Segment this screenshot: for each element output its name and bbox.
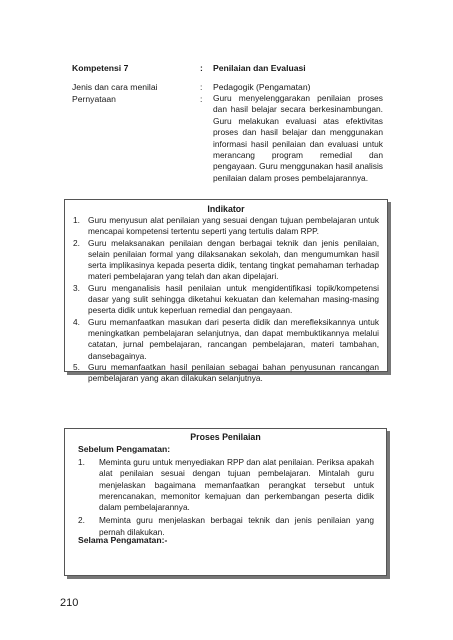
indicator-item-text: Guru melaksanakan penilaian dengan berbagai teknik dan jenis penilaian, selain penilaian formal yang dilaksanakan sekolah, dan mengumumkan hasil serta implikasinya kepada peserta didik, tentang tingkat pemahaman terhadap materi pembelajaran yang telah dan akan dipelajari.: [88, 237, 379, 282]
indicator-item-number: 4.: [73, 316, 80, 327]
indicator-item-text: Guru memanfaatkan masukan dari peserta didik dan merefleksikannya untuk meningkatkan pembelajaran selanjutnya, dan dapat membuktikannya melalui catatan, jurnal pembelajaran, rancangan pembelajaran, materi tambahan, dansebagainya.: [88, 316, 379, 361]
indicator-item-text: Guru menyusun alat penilaian yang sesuai dengan tujuan pembelajaran untuk mencapai kompetensi tertentu seperti yang tertulis dalam RPP.: [88, 215, 379, 237]
process-item-text: Meminta guru menjelaskan berbagai teknik dan jenis penilaian yang pernah dilakukan.: [99, 515, 374, 537]
indicator-item-number: 2.: [73, 237, 80, 248]
during-observation-heading: Selama Pengamatan:-: [78, 535, 168, 545]
process-item-number: 2.: [78, 515, 85, 526]
indicator-item-number: 5.: [73, 361, 80, 372]
indicator-item: [73, 317, 379, 362]
assessment-type-value: Pedagogik (Pengamatan): [213, 82, 311, 92]
competency-title: Penilaian dan Evaluasi: [213, 63, 306, 73]
competency-colon: :: [200, 63, 203, 73]
indicator-title: Indikator: [207, 204, 245, 214]
indicator-item-text: Guru menganalisis hasil penilaian untuk mengidentifikasi topik/kompetensi dasar yang sulit sehingga diketahui kekuatan dan kelemahan masing-masing peserta didik untuk keperluan remedial dan pengayaan.: [88, 282, 379, 316]
assessment-type-key: Jenis dan cara menilai: [72, 82, 158, 92]
indicator-box: [64, 199, 388, 384]
process-item: [78, 457, 374, 513]
before-observation-heading: Sebelum Pengamatan:: [78, 444, 171, 454]
assessment-type-colon: :: [200, 82, 203, 92]
process-item-text: Meminta guru untuk menyediakan RPP dan alat penilaian. Periksa apakah alat penilaian sesuai dengan tujuan pembelajaran. Mintalah guru menjelaskan bagaimana memanfaatkan perangkat tersebut untuk merencanakan, memonitor kemajuan dan perkembangan peserta didik dalam pembelajarannya.: [99, 457, 374, 513]
before-observation-list: [78, 457, 374, 538]
statement-colon: :: [200, 94, 203, 104]
indicator-list: [73, 215, 379, 384]
indicator-item-number: 3.: [73, 282, 80, 293]
indicator-item-text: Guru memanfaatkan hasil penilaian sebagai bahan penyusunan rancangan pembelajaran yang akan dilakukan selanjutnya.: [88, 361, 379, 384]
indicator-item: [73, 238, 379, 283]
assessment-process-box: [64, 428, 387, 576]
indicator-item: [73, 362, 379, 385]
process-title: Proses Penilaian: [190, 432, 261, 442]
page-number: 210: [60, 597, 79, 609]
statement-text: Guru menyelenggarakan penilaian proses dan hasil belajar secara berkesinambungan. Guru melakukan evaluasi atas efektivitas proses dan hasil belajar dan menggunakan informasi hasil penilaian dan evaluasi untuk merancang program remedial dan pengayaan. Guru menggunakan hasil analisis penilaian dalam proses pembelajarannya.: [213, 93, 383, 183]
statement-key: Pernyataan: [72, 94, 116, 104]
indicator-item: [73, 215, 379, 238]
competency-label: Kompetensi 7: [72, 63, 129, 73]
indicator-item-number: 1.: [73, 215, 80, 225]
process-item-number: 1.: [78, 457, 85, 467]
indicator-item: [73, 283, 379, 317]
